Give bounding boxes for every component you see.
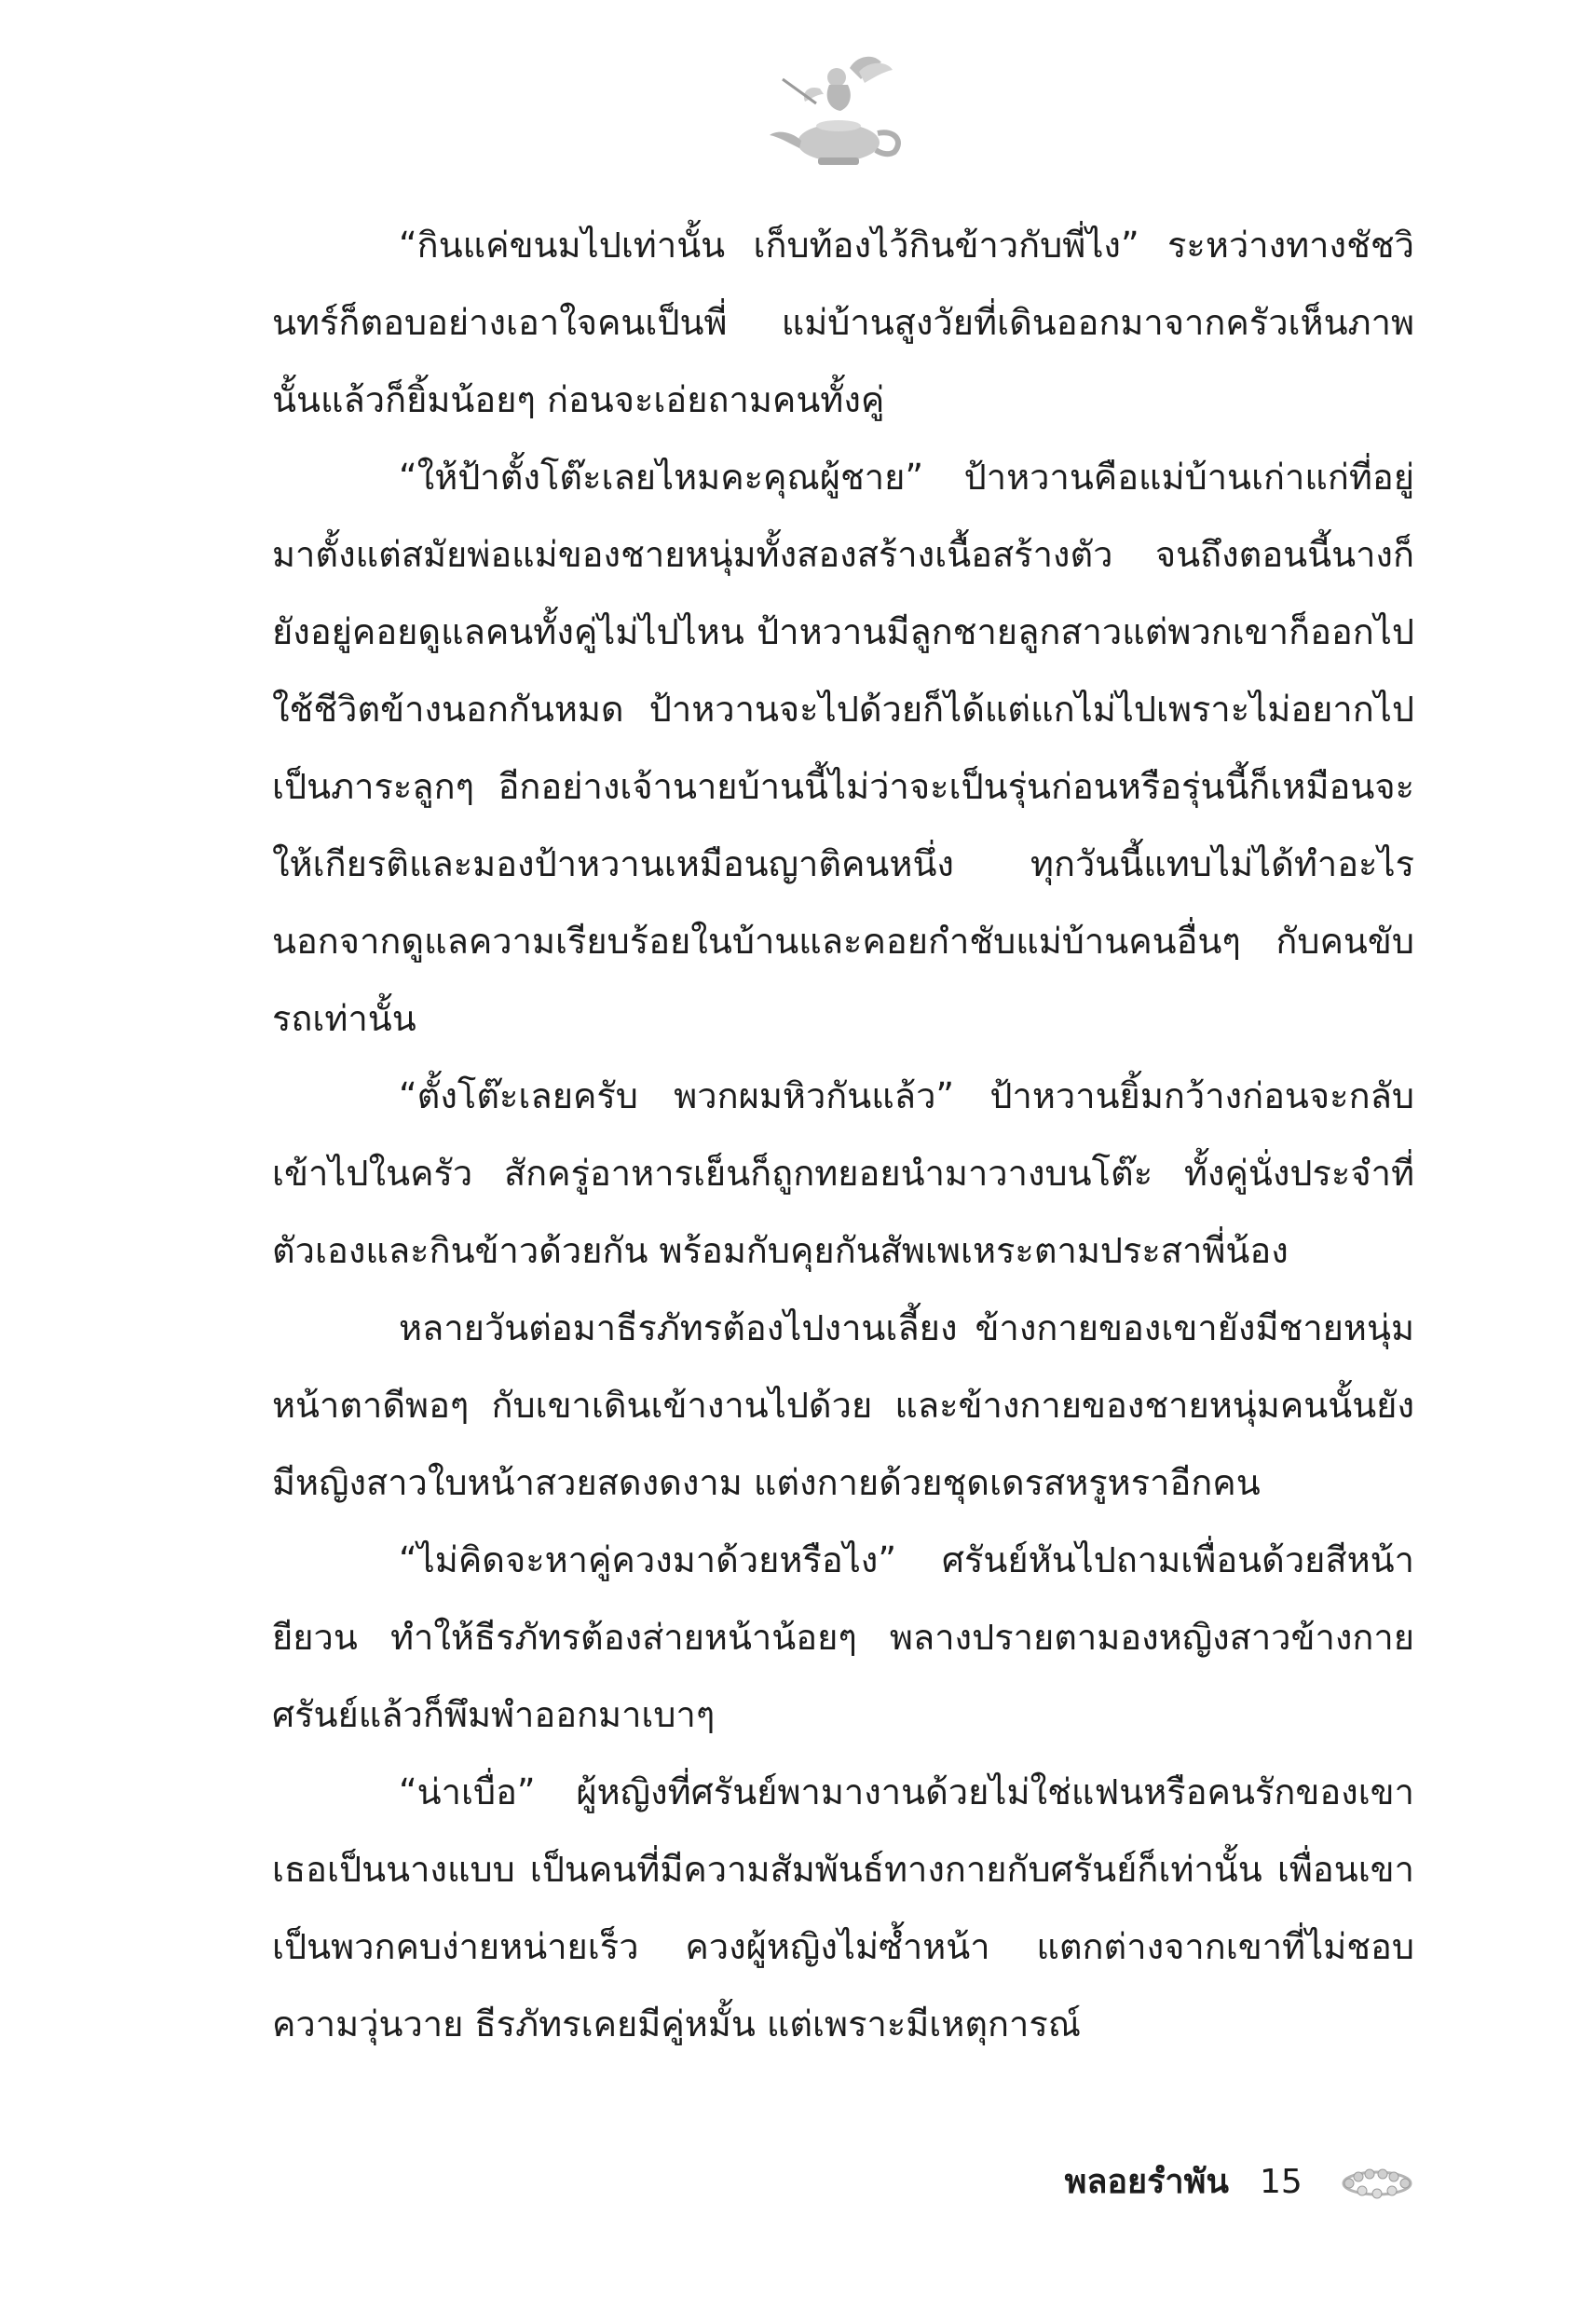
page-number: 15 — [1260, 2163, 1303, 2201]
paragraph: “ตั้งโต๊ะเลยครับ พวกผมหิวกันแล้ว” ป้าหวานยิ้มกว้างก่อนจะกลับเข้าไปในครัว สักครู่อาหารเย็นก็ถูกทยอยนำมาวางบนโต๊ะ ทั้งคู่นั่งประจำที่ตัวเองและกินข้าวด้วยกัน พร้อมกับคุยกันสัพเพเหระตามประสาพี่น้อง — [272, 1075, 1414, 1271]
paragraph: หลายวันต่อมาธีรภัทรต้องไปงานเลี้ยง ข้างกายของเขายังมีชายหนุ่มหน้าตาดีพอๆ กับเขาเดินเข้างานไปด้วย และข้างกายของชายหนุ่มคนนั้นยังมีหญิงสาวใบหน้าสวยสดงดงาม แต่งกายด้วยชุดเดรสหรูหราอีกคน — [272, 1307, 1414, 1503]
paragraph: “ให้ป้าตั้งโต๊ะเลยไหมคะคุณผู้ชาย” ป้าหวานคือแม่บ้านเก่าแก่ที่อยู่มาตั้งแต่สมัยพ่อแม่ของชายหนุ่มทั้งสองสร้างเนื้อสร้างตัว จนถึงตอนนี้นางก็ยังอยู่คอยดูแลคนทั้งคู่ไม่ไปไหน ป้าหวานมีลูกชายลูกสาวแต่พวกเขาก็ออกไปใช้ชีวิตข้างนอกกันหมด ป้าหวานจะไปด้วยก็ได้แต่แกไม่ไปเพราะไม่อยากไปเป็นภาระลูกๆ อีกอย่างเจ้านายบ้านนี้ไม่ว่าจะเป็นรุ่นก่อนหรือรุ่นนี้ก็เหมือนจะให้เกียรติและมองป้าหวานเหมือนญาติคนหนึ่ง ทุกวันนี้แทบไม่ได้ทำอะไรนอกจากดูแลความเรียบร้อยในบ้านและคอยกำชับแม่บ้านคนอื่นๆ กับคนขับรถเท่านั้น — [272, 457, 1414, 1039]
paragraph: “ไม่คิดจะหาคู่ควงมาด้วยหรือไง” ศรันย์หันไปถามเพื่อนด้วยสีหน้ายียวน ทำให้ธีรภัทรต้องส่ายหน้าน้อยๆ พลางปรายตามองหญิงสาวข้างกายศรันย์แล้วก็พึมพำออกมาเบาๆ — [272, 1539, 1414, 1735]
paragraph: “กินแค่ขนมไปเท่านั้น เก็บท้องไว้กินข้าวกับพี่ไง” ระหว่างทางชัชวินทร์ก็ตอบอย่างเอาใจคนเป็นพี่ แม่บ้านสูงวัยที่เดินออกมาจากครัวเห็นภาพนั้นแล้วก็ยิ้มน้อยๆ ก่อนจะเอ่ยถามคนทั้งคู่ — [272, 225, 1414, 420]
paragraph: “น่าเบื่อ” ผู้หญิงที่ศรันย์พามางานด้วยไม่ใช่แฟนหรือคนรักของเขา เธอเป็นนางแบบ เป็นคนที่มีความสัมพันธ์ทางกายกับศรันย์ก็เท่านั้น เพื่อนเขาเป็นพวกคบง่ายหน่ายเร็ว ควงผู้หญิงไม่ซ้ำหน้า แตกต่างจากเขาที่ไม่ชอบความวุ่นวาย ธีรภัทรเคยมีคู่หมั้น แต่เพราะมีเหตุการณ์ — [272, 1771, 1414, 2044]
book-title: พลอยรำพัน — [1064, 2163, 1229, 2201]
bracelet-icon — [1340, 2167, 1414, 2199]
angel-teapot-icon — [764, 51, 913, 172]
body-text — [272, 207, 1414, 2063]
page-footer — [0, 2154, 1596, 2210]
